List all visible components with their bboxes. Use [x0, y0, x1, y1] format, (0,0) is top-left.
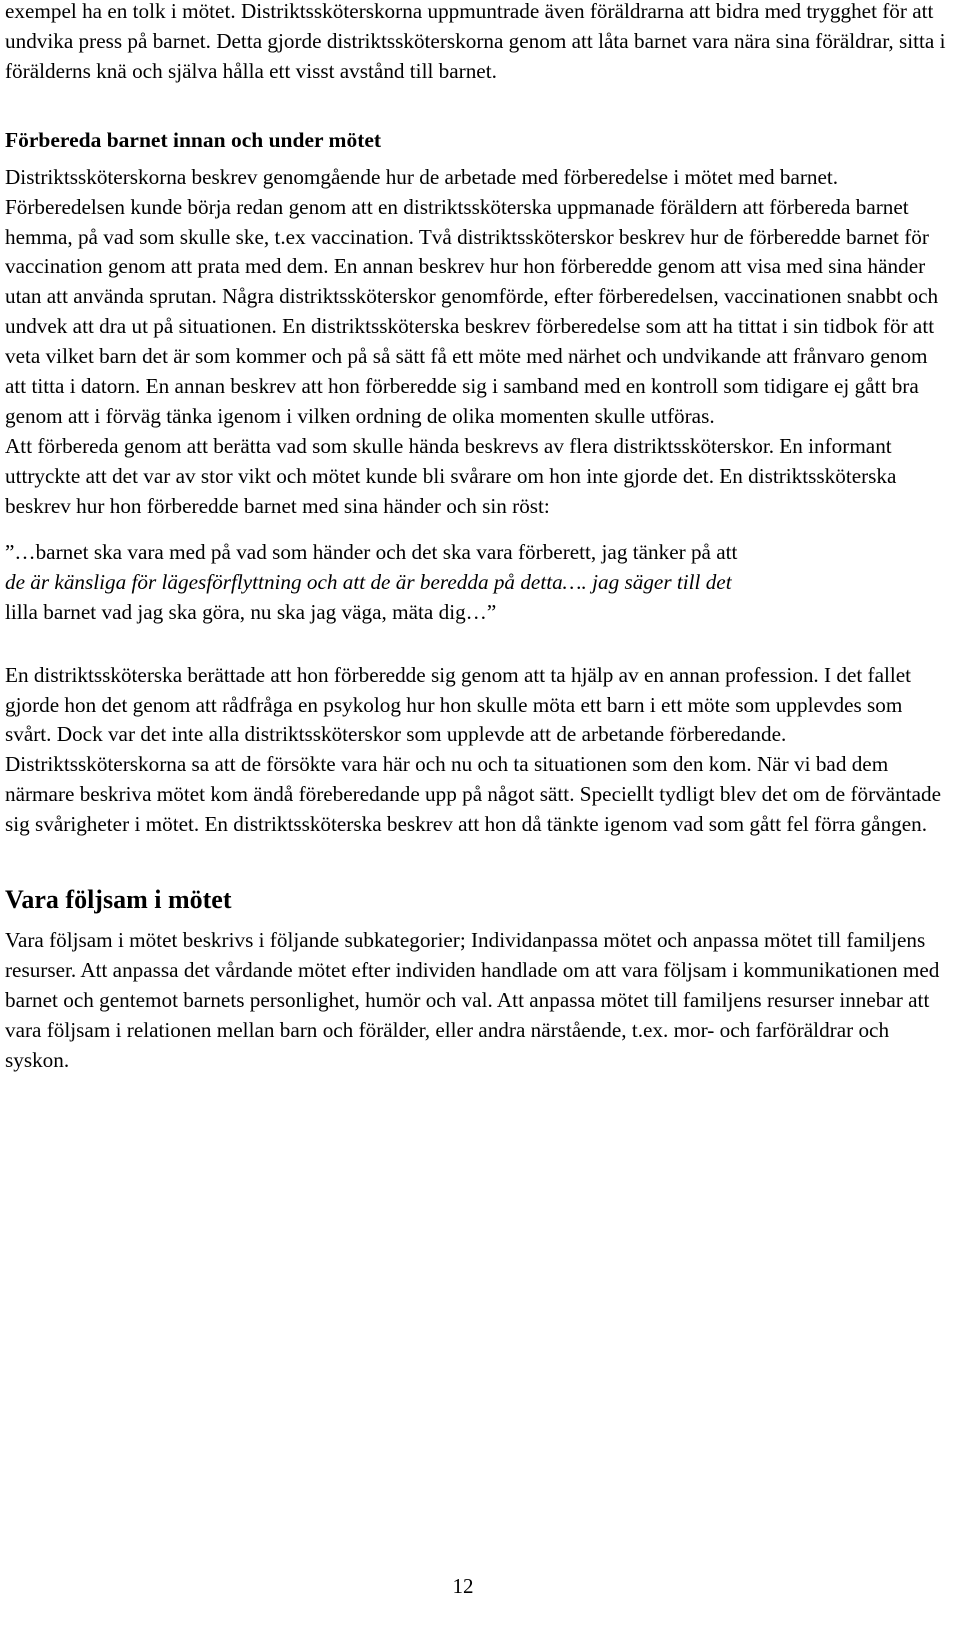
- document-page: [5, 0, 950, 1076]
- section-1-paragraph-2: Att förbereda genom att berätta vad som skulle hända beskrevs av flera distriktssköterskor. En informant uttryckte att det var av stor vikt och mötet kunde bli svårare om hon inte gjorde det. En distriktssköterska beskrev hur hon förberedde barnet med sina händer och sin röst:: [5, 433, 897, 518]
- section-2-paragraph-1: Vara följsam i mötet beskrivs i följande subkategorier; Individanpassa mötet och anpassa mötet till familjens resurser. Att anpassa det vårdande mötet efter individen handlade om att vara följsam i kommunikationen med barnet och gentemot barnets personlighet, humör och val. Att anpassa mötet till familjens resurser innebar att vara följsam i relationen mellan barn och förälder, eller andra närstående, t.ex. mor- och farföräldrar och syskon.: [5, 928, 940, 1072]
- subheading-forbereda-barnet: Förbereda barnet innan och under mötet: [5, 127, 382, 152]
- section-1-paragraph-3: En distriktssköterska berättade att hon förberedde sig genom att ta hjälp av en annan profession. I det fallet gjorde hon det genom att rådfråga en psykolog hur hon skulle möta ett barn i ett möte som upplevdes som svårt. Dock var det inte alla distriktssköterskor som upplevde att de arbetande förberedande. Distriktssköterskorna sa att de försökte vara här och nu och ta situationen som den kom. När vi bad dem närmare beskriva mötet kom ändå föreberedande upp på något sätt. Speciellt tydligt blev det om de förväntade sig svårigheter i mötet. En distriktssköterska beskrev att hon då tänkte igenom vad som gått fel förra gången.: [5, 662, 942, 837]
- page-number: [0, 1572, 960, 1600]
- quote-line-1: ”…barnet ska vara med på vad som händer och det ska vara förberett, jag tänker på att: [5, 539, 738, 564]
- intro-paragraph: exempel ha en tolk i mötet. Distriktssköterskorna uppmuntrade även föräldrarna att bidra med trygghet för att undvika press på barnet. Detta gjorde distriktssköterskorna genom att låta barnet vara nära sina föräldrar, sitta i förälderns knä och själva hålla ett visst avstånd till barnet.: [5, 0, 946, 83]
- page-number-text: 12: [452, 1574, 474, 1598]
- interview-quote: [5, 537, 950, 627]
- quote-line-3: lilla barnet vad jag ska göra, nu ska jag väga, mäta dig…”: [5, 599, 497, 624]
- heading-vara-foljsam: Vara följsam i mötet: [5, 885, 232, 915]
- section-1-paragraph-1: Distriktssköterskorna beskrev genomgående hur de arbetade med förberedelse i mötet med barnet. Förberedelsen kunde börja redan genom att en distriktssköterska uppmanade föräldern att förbereda barnet hemma, på vad som skulle ske, t.ex vaccination. Två distriktssköterskor beskrev hur de förberedde barnet för vaccination genom att prata med dem. En annan beskrev hur hon förberedde genom att visa med sina händer utan att använda sprutan. Några distriktssköterskor genomförde, efter förberedelsen, vaccinationen snabbt och undvek att dra ut på situationen. En distriktssköterska beskrev förberedelse som att ha tittat i sin tidbok för att veta vilket barn det är som kommer och på så sätt få ett möte med närhet och undvikande att frånvaro genom att titta i datorn. En annan beskrev att hon förberedde sig i samband med en kontroll som tidigare ej gått bra genom att i förväg tänka igenom i vilken ordning de olika momenten skulle utföras.: [5, 164, 939, 428]
- quote-line-2: de är känsliga för lägesförflyttning och att de är beredda på detta…. jag säger till det: [5, 569, 732, 594]
